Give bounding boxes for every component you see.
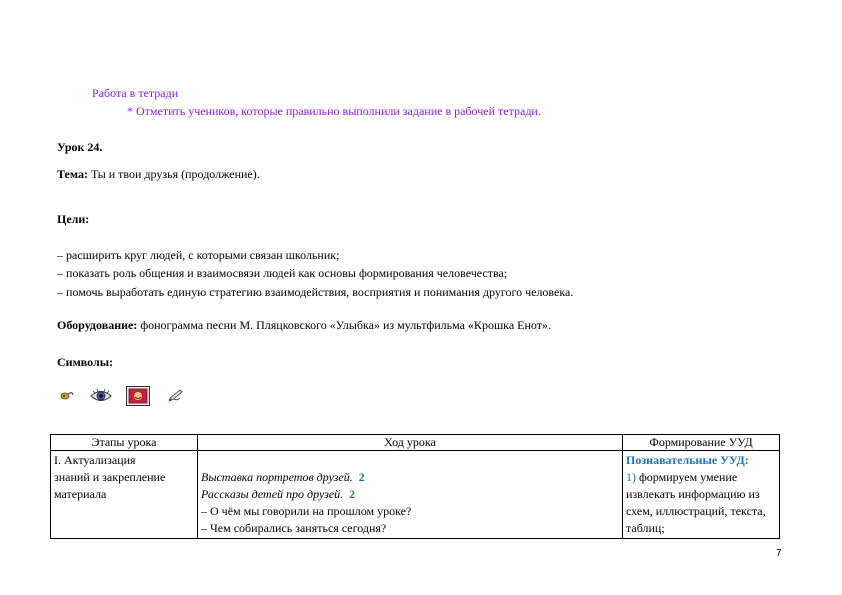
stage-line: материала <box>54 487 107 501</box>
question-line: – Чем собирались заняться сегодня? <box>201 521 387 535</box>
header-course: Ход урока <box>198 435 623 451</box>
topic-text: Ты и твои друзья (продолжение). <box>87 167 260 181</box>
listen-icon <box>59 388 75 406</box>
table-row <box>51 451 780 539</box>
pencil-icon <box>168 388 184 406</box>
table-header-row <box>51 435 780 451</box>
uud-line: извлекать информацию из <box>626 487 760 501</box>
course-item <box>201 486 619 503</box>
uud-number: 1) <box>626 470 636 484</box>
symbols-label: Символы: <box>57 355 114 369</box>
equipment-label: Оборудование: <box>57 318 138 332</box>
course-item-number: 2 <box>358 470 365 484</box>
lesson-title: Урок 24. <box>57 140 103 154</box>
goal-item: – расширить круг людей, с которыми связан школьник; <box>57 248 340 262</box>
notebook-heading: Работа в тетради <box>92 86 179 100</box>
uud-line: таблиц; <box>626 521 665 535</box>
course-item <box>201 469 619 486</box>
question-line: – О чём мы говорили на прошлом уроке? <box>201 504 412 518</box>
course-cell <box>198 451 623 539</box>
equipment-line <box>57 318 551 333</box>
goal-item: – показать роль общения и взаимосвязи людей как основы формирования человечества; <box>57 266 508 280</box>
stage-cell <box>51 451 198 539</box>
eye-icon <box>90 388 112 408</box>
picture-icon <box>126 386 150 410</box>
equipment-text: фонограмма песни М. Пляцковского «Улыбка» из мультфильма «Крошка Енот». <box>137 318 551 332</box>
goals-label: Цели: <box>57 212 90 226</box>
course-item-number: 2 <box>349 487 356 501</box>
stage-line: I. Актуализация <box>54 453 136 467</box>
uud-cell <box>623 451 780 539</box>
header-uud: Формирование УУД <box>623 435 780 451</box>
uud-line: 1) формируем умение <box>626 470 738 484</box>
page-number: 7 <box>776 548 782 559</box>
topic-line <box>57 167 260 182</box>
topic-label: Тема: <box>57 167 88 181</box>
course-item-text: Рассказы детей про друзей. <box>201 487 344 501</box>
stage-line: знаний и закрепление <box>54 470 166 484</box>
lesson-table <box>50 434 780 539</box>
header-stages: Этапы урока <box>51 435 198 451</box>
course-item-text: Выставка портретов друзей. <box>201 470 353 484</box>
uud-line: схем, иллюстраций, текста, <box>626 504 766 518</box>
notebook-instruction: * Отметить учеников, которые правильно выполнили задание в рабочей тетради. <box>127 104 541 118</box>
goal-item: – помочь выработать единую стратегию взаимодействия, восприятия и понимания другого человека. <box>57 285 574 299</box>
uud-heading: Познавательные УУД: <box>626 453 749 467</box>
